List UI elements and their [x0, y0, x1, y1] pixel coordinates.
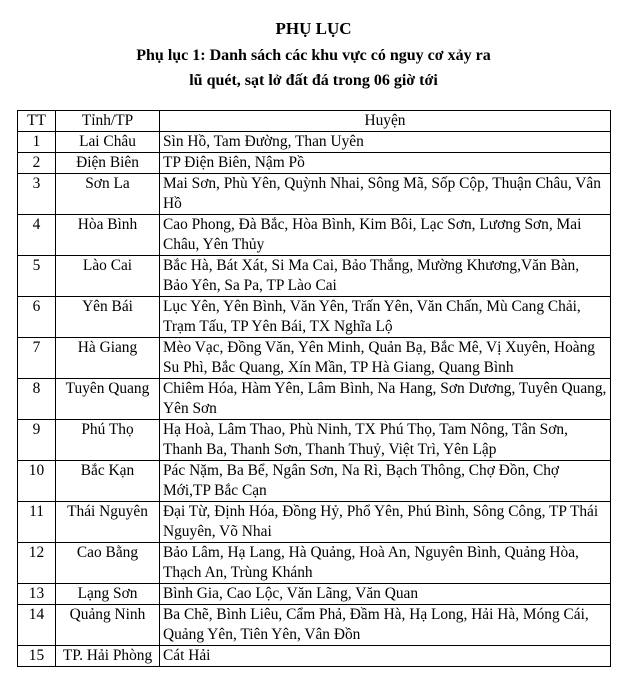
table-row: [18, 132, 611, 153]
district-list-cell: Sìn Hồ, Tam Đường, Than Uyên: [160, 132, 611, 153]
province-cell: Quảng Ninh: [56, 605, 160, 646]
row-number: 6: [18, 297, 56, 338]
table-header-row: [18, 111, 611, 132]
table-row: [18, 605, 611, 646]
table-row: [18, 584, 611, 605]
risk-area-table: [17, 110, 611, 667]
province-cell: Sơn La: [56, 174, 160, 215]
table-row: [18, 297, 611, 338]
province-cell: TP. Hải Phòng: [56, 646, 160, 667]
district-list-cell: Cao Phong, Đà Bắc, Hòa Bình, Kim Bôi, Lạc Sơn, Lương Sơn, Mai Châu, Yên Thủy: [160, 215, 611, 256]
district-list-cell: Cát Hải: [160, 646, 611, 667]
province-cell: Hòa Bình: [56, 215, 160, 256]
row-number: 12: [18, 543, 56, 584]
column-header-tt: TT: [18, 111, 56, 132]
row-number: 8: [18, 379, 56, 420]
appendix-title: [0, 43, 627, 93]
province-cell: Lai Châu: [56, 132, 160, 153]
table-row: [18, 215, 611, 256]
district-list-cell: TP Điện Biên, Nậm Pồ: [160, 153, 611, 174]
table-row: [18, 153, 611, 174]
district-list-cell: Lục Yên, Yên Bình, Văn Yên, Trấn Yên, Văn Chấn, Mù Cang Chải, Trạm Tấu, TP Yên Bái, TX Nghĩa Lộ: [160, 297, 611, 338]
district-list-cell: Chiêm Hóa, Hàm Yên, Lâm Bình, Na Hang, Sơn Dương, Tuyên Quang, Yên Sơn: [160, 379, 611, 420]
table-row: [18, 461, 611, 502]
table-row: [18, 256, 611, 297]
district-list-cell: Bình Gia, Cao Lộc, Văn Lãng, Văn Quan: [160, 584, 611, 605]
province-cell: Lào Cai: [56, 256, 160, 297]
table-row: [18, 420, 611, 461]
district-list-cell: Mai Sơn, Phù Yên, Quỳnh Nhai, Sông Mã, Sốp Cộp, Thuận Châu, Vân Hồ: [160, 174, 611, 215]
province-cell: Điện Biên: [56, 153, 160, 174]
column-header-district: Huyện: [160, 111, 611, 132]
row-number: 1: [18, 132, 56, 153]
row-number: 2: [18, 153, 56, 174]
district-list-cell: Hạ Hoà, Lâm Thao, Phù Ninh, TX Phú Thọ, Tam Nông, Tân Sơn, Thanh Ba, Thanh Sơn, Thanh Thuỷ, Việt Trì, Yên Lập: [160, 420, 611, 461]
province-cell: Tuyên Quang: [56, 379, 160, 420]
table-row: [18, 174, 611, 215]
table-row: [18, 543, 611, 584]
appendix-title-line-1: Phụ lục 1: Danh sách các khu vực có nguy cơ xảy ra: [136, 47, 491, 64]
province-cell: Yên Bái: [56, 297, 160, 338]
province-cell: Cao Bằng: [56, 543, 160, 584]
district-list-cell: Bắc Hà, Bát Xát, Si Ma Cai, Bảo Thắng, Mường Khương,Văn Bàn, Bảo Yên, Sa Pa, TP Lào Cai: [160, 256, 611, 297]
district-list-cell: Mèo Vạc, Đồng Văn, Yên Minh, Quản Bạ, Bắc Mê, Vị Xuyên, Hoàng Su Phì, Bắc Quang, Xín Mần, TP Hà Giang, Quang Bình: [160, 338, 611, 379]
province-cell: Bắc Kạn: [56, 461, 160, 502]
district-list-cell: Pác Nặm, Ba Bể, Ngân Sơn, Na Rì, Bạch Thông, Chợ Đồn, Chợ Mới,TP Bắc Cạn: [160, 461, 611, 502]
appendix-title-line-2: lũ quét, sạt lở đất đá trong 06 giờ tới: [189, 72, 438, 89]
row-number: 15: [18, 646, 56, 667]
row-number: 4: [18, 215, 56, 256]
row-number: 5: [18, 256, 56, 297]
row-number: 11: [18, 502, 56, 543]
district-list-cell: Đại Từ, Định Hóa, Đồng Hỷ, Phổ Yên, Phú Bình, Sông Công, TP Thái Nguyên, Võ Nhai: [160, 502, 611, 543]
column-header-province: Tỉnh/TP: [56, 111, 160, 132]
province-cell: Lạng Sơn: [56, 584, 160, 605]
row-number: 7: [18, 338, 56, 379]
row-number: 9: [18, 420, 56, 461]
page-heading: PHỤ LỤC: [275, 19, 352, 38]
table-row: [18, 379, 611, 420]
district-list-cell: Ba Chẽ, Bình Liêu, Cẩm Phả, Đầm Hà, Hạ Long, Hải Hà, Móng Cái, Quảng Yên, Tiên Yên, Vân Đồn: [160, 605, 611, 646]
table-row: [18, 646, 611, 667]
row-number: 10: [18, 461, 56, 502]
table-row: [18, 338, 611, 379]
table-row: [18, 502, 611, 543]
row-number: 13: [18, 584, 56, 605]
district-list-cell: Bảo Lâm, Hạ Lang, Hà Quảng, Hoà An, Nguyên Bình, Quảng Hòa, Thạch An, Trùng Khánh: [160, 543, 611, 584]
province-cell: Thái Nguyên: [56, 502, 160, 543]
province-cell: Phú Thọ: [56, 420, 160, 461]
province-cell: Hà Giang: [56, 338, 160, 379]
row-number: 3: [18, 174, 56, 215]
row-number: 14: [18, 605, 56, 646]
